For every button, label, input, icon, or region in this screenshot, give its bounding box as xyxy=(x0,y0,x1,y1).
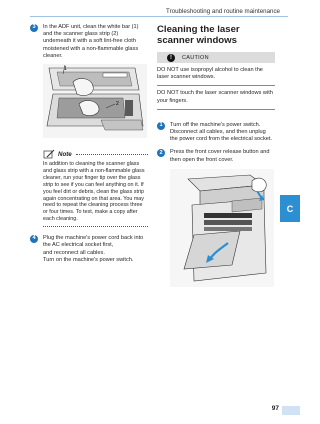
chapter-tab: C xyxy=(280,195,300,222)
printer-front-cover-illustration xyxy=(170,169,275,292)
step-4-line-2: and reconnect all cables. xyxy=(43,249,105,256)
note-box xyxy=(43,149,148,227)
caution-banner xyxy=(157,52,275,63)
step-4-line-3: Turn on the machine's power switch. xyxy=(43,256,134,263)
note-pencil-icon xyxy=(43,149,55,159)
step-number-badge: 3 xyxy=(30,24,38,32)
step-2-text: Press the front cover release button and then open the front cover. xyxy=(170,149,270,163)
callout-1-label: 1 xyxy=(64,66,67,73)
note-heading xyxy=(43,149,148,159)
step-1-text: Turn off the machine's power switch. Disconnect all cables, and then unplug the power cord from the electrical socket. xyxy=(170,121,272,143)
note-label: Note xyxy=(58,150,72,158)
step-1 xyxy=(157,122,275,144)
adf-cleaning-illustration xyxy=(43,64,148,143)
header-rule xyxy=(30,16,288,17)
page-number-bar xyxy=(282,406,300,415)
step-3-text: In the ADF unit, clean the white bar (1) and the scanner glass strip (2) underneath it with a soft lint-free cloth moistened with a non-flammable glass cleaner. xyxy=(43,24,139,59)
right-column xyxy=(157,24,275,292)
step-number-badge: 2 xyxy=(157,149,165,157)
step-2 xyxy=(157,149,275,163)
step-4-line-1: Plug the machine's power cord back into the AC electrical socket first, xyxy=(43,235,144,249)
page-number: 97 xyxy=(271,405,279,412)
step-4 xyxy=(30,235,148,264)
callout-2-label: 2 xyxy=(116,101,119,108)
step-number-badge: 1 xyxy=(157,122,165,130)
section-title: Cleaning the laser scanner windows xyxy=(157,24,240,46)
step-number-badge: 4 xyxy=(30,235,38,243)
left-column xyxy=(30,24,148,264)
note-text: In addition to cleaning the scanner glass and glass strip with a non-flammable glass cleaner, run your finger tip over the glass strip to see if you can feel anything on it. If you feel dirt or debris, clean the glass strip again concentrating on that area. You may need to repeat the cleaning process three or four times. To test, make a copy after each cleaning. xyxy=(43,161,145,223)
caution-label: CAUTION xyxy=(182,54,209,61)
caution-text-2: DO NOT touch the laser scanner windows with your fingers. xyxy=(157,90,273,104)
caution-text-1: DO NOT use isopropyl alcohol to clean the laser scanner windows. xyxy=(157,67,263,81)
step-3 xyxy=(30,24,148,60)
running-head: Troubleshooting and routine maintenance xyxy=(166,8,280,15)
warning-icon: ! xyxy=(167,54,175,62)
